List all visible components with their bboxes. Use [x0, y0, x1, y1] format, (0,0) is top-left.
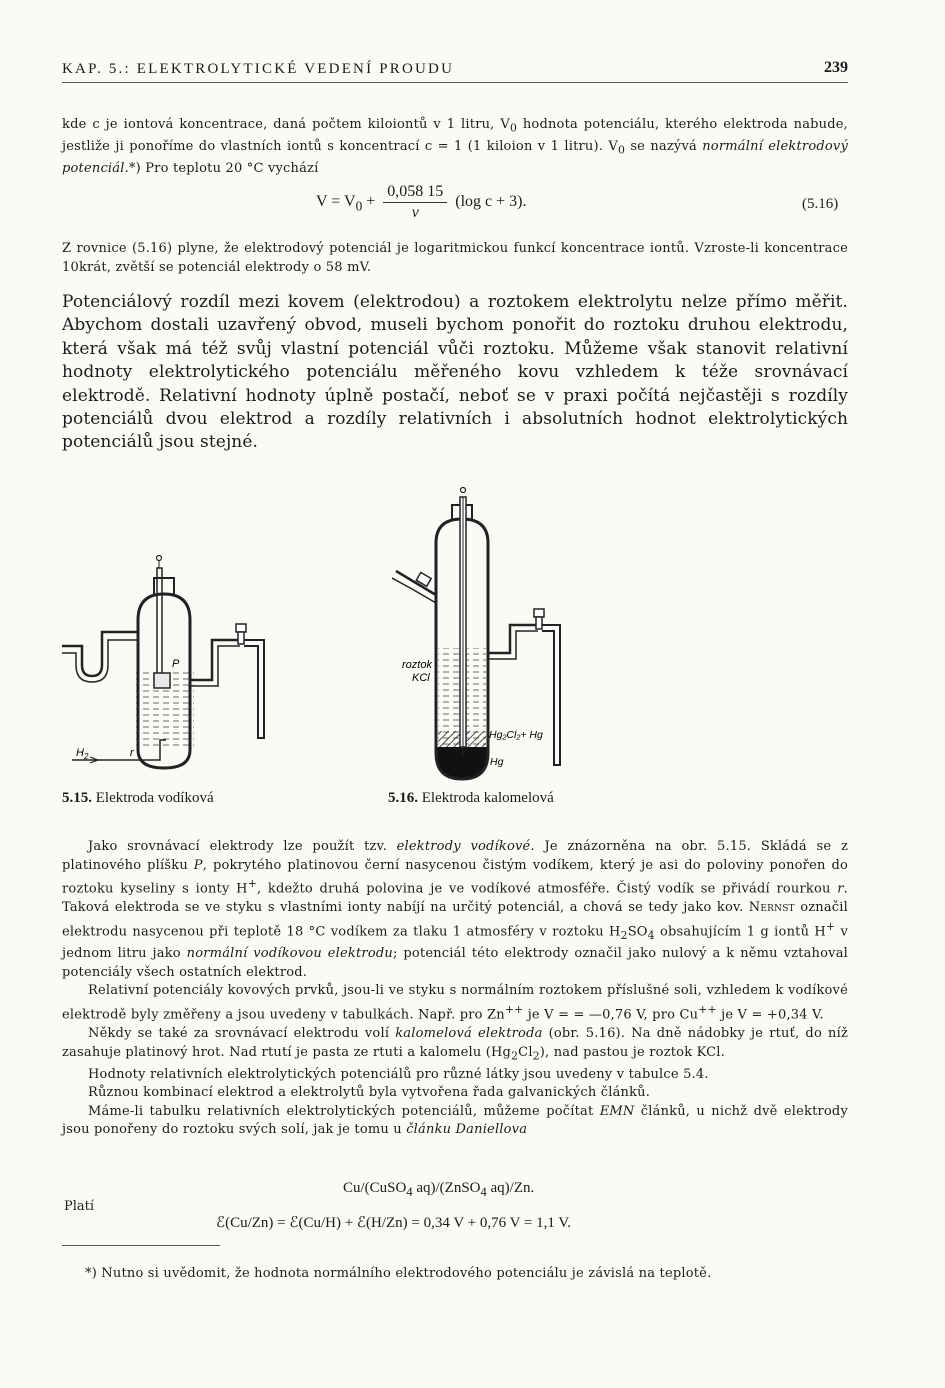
body-text	[62, 838, 848, 1140]
figure-5-15-number: 5.15.	[62, 790, 92, 806]
footnote: *) Nutno si uvědomit, že hodnota normálního elektrodového potenciálu je závislá na teplotě.	[85, 1266, 712, 1281]
figure-5-15-caption: 5.15. Elektroda vodíková	[62, 790, 214, 806]
paragraph-galvanic-cells: Různou kombinací elektrod a elektrolytů byla vytvořena řada galvanických článků.	[88, 1085, 651, 1101]
label-r: r	[130, 747, 134, 759]
plati-label: Platí	[64, 1199, 95, 1214]
figure-5-16-number: 5.16.	[388, 790, 418, 806]
figure-hydrogen-electrode	[62, 550, 282, 775]
paragraph-relative-potentials: Relativní potenciály kovových prvků, jsou-li ve styku s normálním roztokem příslušné soli, vzhledem k vodíkové elektrodě byly změřeny a jsou uvedeny v tabulkách. Např. pro Zn++ je V = = —0,76 V, pro Cu++ je V = +0,34 V.	[62, 983, 848, 1023]
page-number: 239	[824, 59, 848, 76]
intro-paragraph: kde c je iontová koncentrace, daná počtem kiloiontů v 1 litru, $V_0$ hodnota potenciálu, kterého elektroda nabude, jestliže ji ponoříme do vlastních iontů s koncentrací c = 1 (1 kiloion v 1 litru). $V_0$ se nazývá normální elektrodový potenciál.*) Pro teplotu 20 °C vychází	[62, 117, 849, 177]
after-formula-paragraph: Z rovnice (5.16) plyne, že elektrodový potenciál je logaritmickou funkcí koncentrace iontů. Vzroste-li koncentrace 10krát, zvětší se potenciál elektrody o 58 mV.	[62, 241, 848, 275]
figure-calomel-electrode	[392, 483, 582, 783]
term-normalni-potencial: normální elektrodový potenciál.	[62, 139, 849, 177]
main-paragraph: Potenciálový rozdíl mezi kovem (elektrodou) a roztokem elektrolytu nelze přímo měřit. Abychom dostali uzavřený obvod, museli bychom ponořit do roztoku druhou elektrodu, která však má též svůj vlastní potenciál vůči roztoku. Můžeme však stanovit relativní hodnoty elektrolytického potenciálu měřeného kovu vzhledem k téže srovnávací elektrodě. Relativní hodnoty úplně postačí, neboť se v praxi počítá nejčastěji s rozdíly potenciálů dvou elektrod a rozdíly relativních i absolutních hodnot elektrolytických potenciálů jsou stejné.	[62, 292, 848, 453]
paragraph-hydrogen-electrode: Jako srovnávací elektrody lze použít tzv. elektrody vodíkové. Je znázorněna na obr. 5.15. Skládá se z platinového plíšku P, pokrytého platinovou černí nasycenou čistým vodíkem, který je asi do poloviny ponořen do roztoku kyseliny s ionty H+, kdežto druhá polovina je ve vodíkové atmosféře. Čistý vodík se přivádí rourkou r. Taková elektroda se ve styku s vlastními ionty nabíjí na určitý potenciál, a chová se tedy jako kov. Nernst označil elektrodu nasycenou při teplotě 18 °C vodíkem za tlaku 1 atmosféry v roztoku $H_2SO_4$ obsahujícím 1 g iontů H+ v jednom litru jako normální vodíkovou elektrodu; potenciál této elektrody označil jako nulový a k němu vztahoval potenciály všech ostatních elektrod.	[62, 839, 849, 980]
daniell-cell-equation: Cu/(CuSO$_4$ aq)/(ZnSO$_4$ aq)/Zn.	[343, 1180, 535, 1199]
label-h2: $H_2$	[76, 747, 89, 761]
emf-equation: ℰ(Cu/Zn) = ℰ(Cu/H) + ℰ(H/Zn) = 0,34 V + 0,76 V = 1,1 V.	[216, 1215, 571, 1231]
formula-5-16: $V = V_0$ + $\frac{0,058 15}{v}$ (log c + 3).	[316, 183, 527, 221]
formula-denominator: v	[411, 204, 419, 221]
paragraph-table-ref: Hodnoty relativních elektrolytických potenciálů pro různé látky jsou uvedeny v tabulce 5.4.	[88, 1066, 709, 1082]
footnote-rule	[62, 1245, 220, 1246]
label-roztok: roztok	[402, 659, 432, 671]
running-head: KAP. 5.: ELEKTROLYTICKÉ VEDENÍ PROUDU	[62, 61, 455, 77]
label-hg: Hg	[490, 756, 504, 768]
equation-number: (5.16)	[802, 196, 839, 212]
formula-numerator: 0,058 15	[383, 183, 447, 203]
label-p: P	[172, 658, 180, 670]
label-kcl: KCl	[412, 672, 430, 684]
header-rule	[62, 82, 848, 83]
paragraph-calomel: Někdy se také za srovnávací elektrodu volí kalomelová elektroda (obr. 5.16). Na dně nádobky je rtuť, do níž zasahuje platinový hrot. Nad rtutí je pasta ze rtuti a kalomelu $(Hg_2Cl_2)$, nad pastou je roztok KCl.	[62, 1025, 849, 1063]
paragraph-emn: Máme-li tabulku relativních elektrolytických potenciálů, můžeme počítat EMN článků, u nichž dvě elektrody jsou ponořeny do roztoku svých solí, jak je tomu u článku Daniellova	[62, 1103, 848, 1138]
label-paste: Hg₂Cl₂+ Hg	[489, 729, 543, 741]
figure-5-16-caption: 5.16. Elektroda kalomelová	[388, 790, 554, 806]
